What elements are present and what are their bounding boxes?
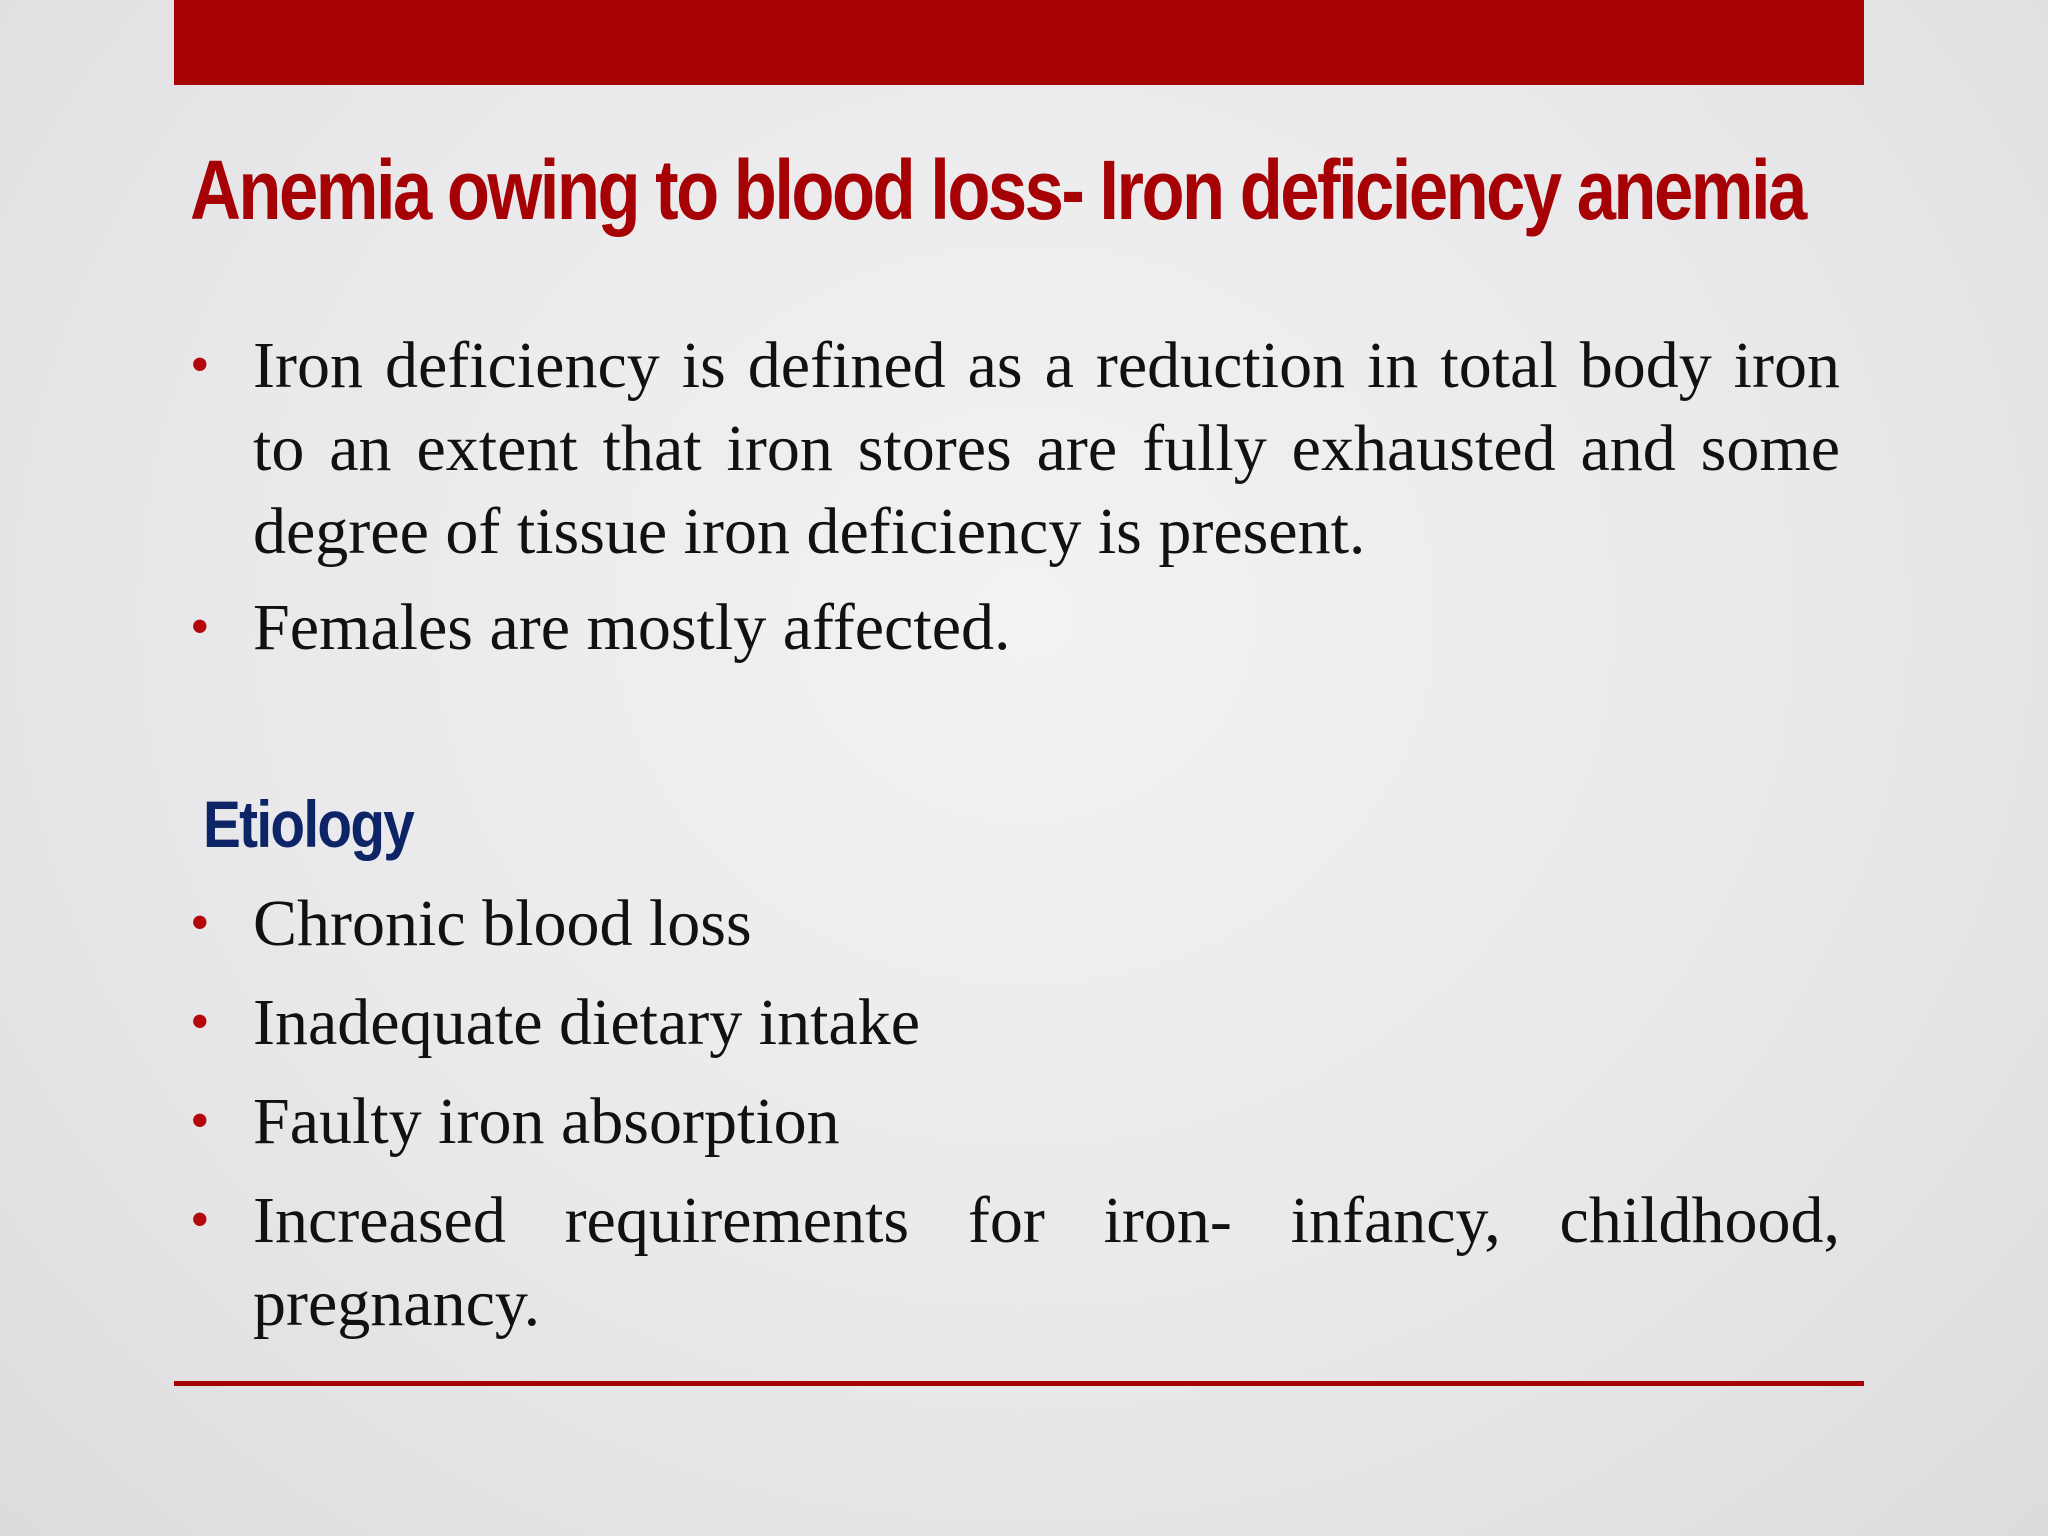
bullet-text: Inadequate dietary intake xyxy=(253,986,920,1059)
bullet-icon: • xyxy=(190,596,210,658)
list-item xyxy=(190,882,1840,965)
etiology-heading: Etiology xyxy=(203,787,414,861)
list-item xyxy=(190,1179,1840,1345)
list-item xyxy=(190,324,1840,573)
slide-title: Anemia owing to blood loss- Iron deficiency anemia xyxy=(190,143,1805,237)
bullet-icon: • xyxy=(190,892,210,954)
bullet-text: Females are mostly affected. xyxy=(253,591,1011,664)
bullet-text: Increased requirements for iron- infancy, childhood, pregnancy. xyxy=(253,1184,1840,1340)
bullet-icon: • xyxy=(190,334,210,396)
bottom-divider xyxy=(174,1381,1864,1386)
bullet-icon: • xyxy=(190,991,210,1053)
intro-bullet-list xyxy=(190,324,1840,669)
bullet-icon: • xyxy=(190,1090,210,1152)
top-accent-bar xyxy=(174,0,1864,85)
list-item xyxy=(190,981,1840,1064)
bullet-text: Faulty iron absorption xyxy=(253,1085,840,1158)
list-item xyxy=(190,586,1840,669)
bullet-text: Chronic blood loss xyxy=(253,887,752,960)
bullet-text: Iron deficiency is defined as a reduction in total body iron to an extent that iron stores are fully exhausted and some degree of tissue iron deficiency is present. xyxy=(253,329,1840,568)
etiology-bullet-list xyxy=(190,882,1840,1361)
bullet-icon: • xyxy=(190,1189,210,1251)
list-item xyxy=(190,1080,1840,1163)
